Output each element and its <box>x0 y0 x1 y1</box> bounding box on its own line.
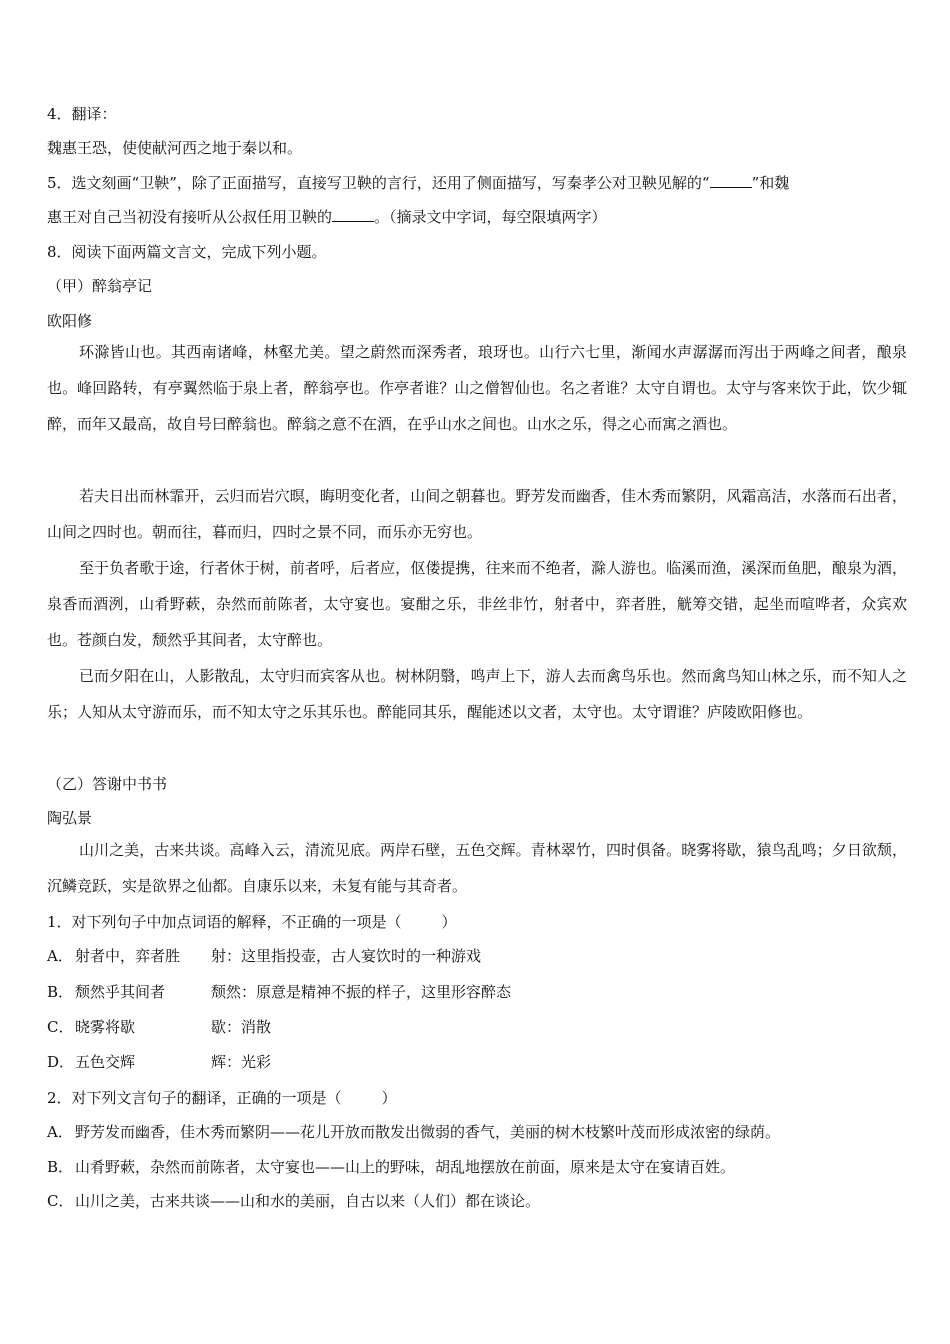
answer-blank-2[interactable] <box>332 207 374 222</box>
q5-text-2: ”和魏 <box>751 174 790 192</box>
q5-line-1 <box>47 173 910 193</box>
q1-title <box>47 912 910 932</box>
option-label: A． <box>47 1123 73 1141</box>
text-b-title: （乙）答谢中书书 <box>47 775 168 793</box>
q2-option-b <box>47 1157 910 1177</box>
q5-text-3: 惠王对自己当初没有接听从公叔任用卫鞅的 <box>47 208 333 226</box>
text-a-paragraph-4: 已而夕阳在山，人影散乱，太守归而宾客从也。树林阴翳，鸣声上下，游人去而禽鸟乐也。然而禽鸟知山林之乐，而不知人之乐；人知从太守游而乐，而不知太守之乐其乐也。醉能同其乐，醒能述以文者，太守也。太守谓谁？庐陵欧阳修也。 <box>47 667 907 721</box>
option-text: 野芳发而幽香，佳木秀而繁阴——花儿开放而散发出微弱的香气，美丽的树木枝繁叶茂而形成浓密的绿荫。 <box>75 1123 781 1141</box>
text-a-author: 欧阳修 <box>47 312 93 330</box>
option-sentence: 颓然乎其间者 <box>75 983 166 1001</box>
option-text: 山肴野蔌，杂然而前陈者，太守宴也——山上的野味，胡乱地摆放在前面，原来是太守在宴请百姓。 <box>75 1158 736 1176</box>
option-label: B． <box>47 1158 74 1176</box>
option-explanation: 歇：消散 <box>211 1018 272 1036</box>
q1-option-b <box>47 982 910 1002</box>
option-sentence: 射者中，弈者胜 <box>75 947 181 965</box>
q1-close: ） <box>441 913 457 931</box>
option-label: B． <box>47 983 74 1001</box>
q4-sentence: 魏惠王恐，使使献河西之地于秦以和。 <box>47 139 303 157</box>
text-b-author: 陶弘景 <box>47 809 93 827</box>
q8-title: 8．阅读下面两篇文言文，完成下列小题。 <box>47 243 327 261</box>
q2-option-c <box>47 1191 910 1211</box>
text-a-paragraph-2: 若夫日出而林霏开，云归而岩穴暝，晦明变化者，山间之朝暮也。野芳发而幽香，佳木秀而繁阴，风霜高洁，水落而石出者，山间之四时也。朝而往，暮而归，四时之景不同，而乐亦无穷也。 <box>47 487 907 541</box>
answer-blank-1[interactable] <box>710 173 752 188</box>
q1-title-text: 1．对下列句子中加点词语的解释，不正确的一项是（ <box>47 913 402 931</box>
q5-text-4: 。（摘录文中字词，每空限填两字） <box>374 208 607 226</box>
option-explanation: 颓然：原意是精神不振的样子，这里形容醉态 <box>211 983 512 1001</box>
q1-option-d <box>47 1052 910 1072</box>
option-label: A． <box>47 947 73 965</box>
option-explanation: 射：这里指投壶，古人宴饮时的一种游戏 <box>211 947 482 965</box>
q5-text-1: 5．选文刻画“卫鞅”，除了正面描写，直接写卫鞅的言行，还用了侧面描写，写秦孝公对卫鞅见解的“ <box>47 174 710 192</box>
option-label: C． <box>47 1192 74 1210</box>
option-label: D． <box>47 1053 75 1071</box>
text-a-title: （甲）醉翁亭记 <box>47 277 153 295</box>
q5-line-2 <box>47 207 910 227</box>
q2-title <box>47 1088 910 1108</box>
option-sentence: 五色交辉 <box>75 1053 136 1071</box>
text-b-paragraph-1: 山川之美，古来共谈。高峰入云，清流见底。两岸石壁，五色交辉。青林翠竹，四时俱备。晓雾将歇，猿鸟乱鸣；夕日欲颓，沉鳞竞跃，实是欲界之仙都。自康乐以来，未复有能与其奇者。 <box>47 841 907 895</box>
option-label: C． <box>47 1018 74 1036</box>
option-sentence: 晓雾将歇 <box>75 1018 136 1036</box>
q4-title: 4．翻译： <box>47 105 117 123</box>
text-a-paragraph-1: 环滁皆山也。其西南诸峰，林壑尤美。望之蔚然而深秀者，琅玡也。山行六七里，渐闻水声潺潺而泻出于两峰之间者，酿泉也。峰回路转，有亭翼然临于泉上者，醉翁亭也。作亭者谁？山之僧智仙也。名之者谁？太守自谓也。太守与客来饮于此，饮少辄醉，而年又最高，故自号曰醉翁也。醉翁之意不在酒，在乎山水之间也。山水之乐，得之心而寓之酒也。 <box>47 343 907 433</box>
q1-option-c <box>47 1017 910 1037</box>
q2-title-text: 2．对下列文言句子的翻译，正确的一项是（ <box>47 1089 342 1107</box>
option-text: 山川之美，古来共谈——山和水的美丽，自古以来（人们）都在谈论。 <box>75 1192 541 1210</box>
text-a-paragraph-3: 至于负者歌于途，行者休于树，前者呼，后者应，伛偻提携，往来而不绝者，滁人游也。临溪而渔，溪深而鱼肥，酿泉为酒，泉香而酒洌，山肴野蔌，杂然而前陈者，太守宴也。宴酣之乐，非丝非竹，射者中，弈者胜，觥筹交错，起坐而喧哗者，众宾欢也。苍颜白发，颓然乎其间者，太守醉也。 <box>47 559 907 649</box>
q2-option-a <box>47 1122 910 1142</box>
q2-close: ） <box>381 1089 397 1107</box>
q1-option-a <box>47 946 910 966</box>
option-explanation: 辉：光彩 <box>211 1053 272 1071</box>
